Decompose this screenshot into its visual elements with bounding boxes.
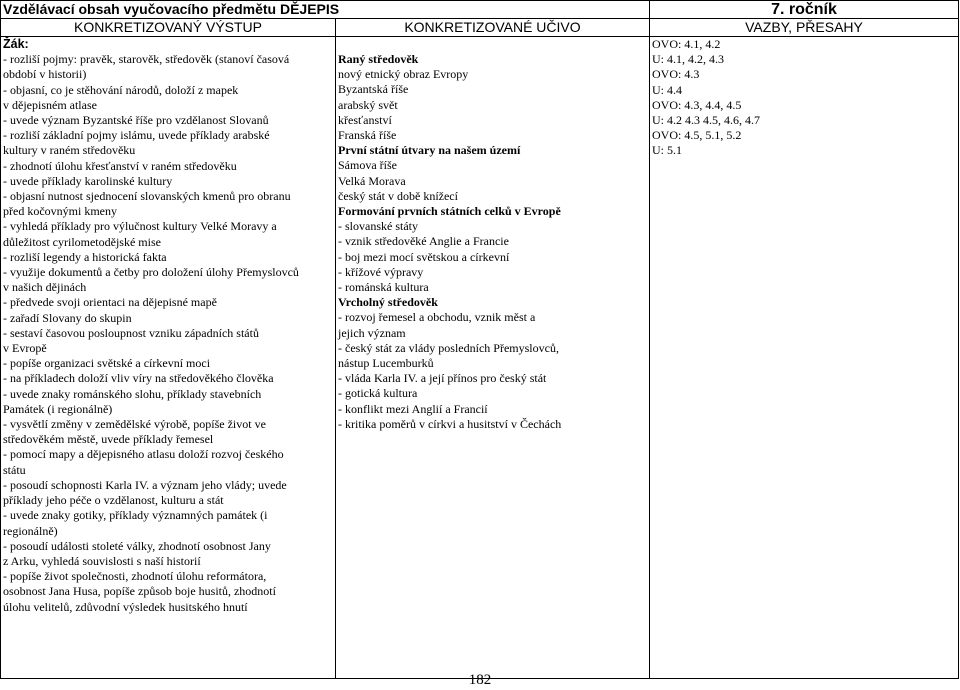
output-line: - uvede znaky gotiky, příklady významných památek (i — [3, 508, 268, 523]
curriculum-list — [338, 37, 649, 432]
student-label: Žák: — [3, 37, 29, 51]
relation-line: U: 4.2 4.3 4.5, 4.6, 4.7 — [652, 113, 760, 128]
outputs-list — [3, 52, 335, 615]
relations-list — [652, 37, 958, 159]
relation-line: U: 4.1, 4.2, 4.3 — [652, 52, 724, 67]
relation-line: U: 5.1 — [652, 143, 682, 158]
curriculum-item: - gotická kultura — [338, 386, 418, 401]
output-line: - uvede příklady karolinské kultury — [3, 173, 173, 188]
output-line: kultury v raném středověku — [3, 143, 136, 158]
curriculum-item: nový etnický obraz Evropy — [338, 67, 469, 82]
output-line: v Evropě — [3, 341, 47, 356]
output-line: z Arku, vyhledá souvislosti s naší historií — [3, 553, 201, 568]
output-line: příklady jeho péče o vzdělanost, kulturu a stát — [3, 493, 224, 508]
curriculum-heading: Raný středověk — [338, 52, 419, 66]
relation-line: OVO: 4.3, 4.4, 4.5 — [652, 97, 742, 112]
curriculum-item: Franská říše — [338, 128, 397, 143]
output-line: - předvede svoji orientaci na dějepisné mapě — [3, 295, 217, 310]
output-line: v našich dějinách — [3, 280, 87, 295]
output-line: - objasní nutnost sjednocení slovanských kmenů pro obranu — [3, 189, 291, 204]
subject-title: Vzdělávací obsah vyučovacího předmětu DĚJEPIS — [1, 1, 650, 19]
output-line: důležitost cyrilometodějské mise — [3, 234, 161, 249]
page-number: 182 — [468, 672, 492, 688]
curriculum-heading: Vrcholný středověk — [338, 295, 438, 310]
output-line: - uvede význam Byzantské říše pro vzdělanost Slovanů — [3, 113, 269, 128]
curriculum-item: arabský svět — [338, 97, 398, 112]
output-line: - rozliší základní pojmy islámu, uvede příklady arabské — [3, 128, 270, 143]
curriculum-item: jejich význam — [338, 325, 406, 340]
output-line: - zařadí Slovany do skupin — [3, 310, 132, 325]
grade-label: 7. ročník — [771, 1, 837, 18]
curriculum-item: - vznik středověké Anglie a Francie — [338, 234, 509, 249]
curriculum-item: Sámova říše — [338, 158, 397, 173]
curriculum-cell — [336, 37, 650, 679]
output-line: - objasní, co je stěhování národů, doloží z mapek — [3, 82, 239, 97]
curriculum-item: - rozvoj řemesel a obchodu, vznik měst a — [338, 310, 536, 325]
output-line: - na příkladech doloží vliv víry na středověkého člověka — [3, 371, 274, 386]
output-line: období v historii) — [3, 67, 87, 82]
curriculum-item: Velká Morava — [338, 173, 406, 188]
relation-line: OVO: 4.5, 5.1, 5.2 — [652, 128, 742, 143]
output-line: - rozliší legendy a historická fakta — [3, 249, 167, 264]
curriculum-item: - konflikt mezi Anglií a Francií — [338, 401, 488, 416]
output-line: - posoudí schopnosti Karla IV. a význam jeho vlády; uvede — [3, 477, 287, 492]
relation-line: U: 4.4 — [652, 82, 682, 97]
curriculum-item: - vláda Karla IV. a její přínos pro český stát — [338, 371, 547, 386]
output-line: - využije dokumentů a četby pro doložení úlohy Přemyslovců — [3, 265, 299, 280]
output-line: - pomocí mapy a dějepisného atlasu doloží rozvoj českého — [3, 447, 284, 462]
header-output: KONKRETIZOVANÝ VÝSTUP — [1, 19, 336, 37]
grade-title — [650, 1, 959, 19]
curriculum-item: - křížové výpravy — [338, 264, 424, 279]
curriculum-item: - slovanské státy — [338, 219, 418, 234]
output-line: v dějepisném atlase — [3, 97, 97, 112]
curriculum-item: křesťanství — [338, 112, 392, 127]
output-line: Památek (i regionálně) — [3, 401, 113, 416]
curriculum-heading: Formování prvních státních celků v Evropě — [338, 204, 561, 219]
output-line: - sestaví časovou posloupnost vzniku západních států — [3, 325, 259, 340]
header-curriculum: KONKRETIZOVANÉ UČIVO — [336, 19, 650, 37]
output-line: - vysvětlí změny v zemědělské výrobě, popíše život ve — [3, 417, 266, 432]
column-header-row — [1, 19, 959, 37]
output-line: - zhodnotí úlohu křesťanství v raném středověku — [3, 158, 237, 173]
content-row — [1, 37, 959, 679]
curriculum-item: nástup Lucemburků — [338, 356, 434, 371]
output-line: úlohu velitelů, zdůvodní výsledek husitského hnutí — [3, 599, 248, 614]
curriculum-item: Byzantská říše — [338, 82, 409, 97]
relation-line: OVO: 4.3 — [652, 67, 700, 82]
output-line: - vyhledá příklady pro výlučnost kultury Velké Moravy a — [3, 219, 277, 234]
output-line: - popíše organizaci světské a církevní moci — [3, 356, 211, 371]
output-line: - posoudí události stoleté války, zhodnotí osobnost Jany — [3, 538, 271, 553]
title-row — [1, 1, 959, 19]
output-line: středověkém městě, uvede příklady řemesel — [3, 432, 214, 447]
output-line: státu — [3, 462, 26, 477]
output-line: regionálně) — [3, 523, 58, 538]
curriculum-item: český stát v době knížecí — [338, 188, 458, 203]
output-line: osobnost Jana Husa, popíše způsob boje husitů, zhodnotí — [3, 584, 276, 599]
curriculum-item: - boj mezi mocí světskou a církevní — [338, 249, 510, 264]
header-relations: VAZBY, PŘESAHY — [650, 19, 959, 37]
output-line: - rozliší pojmy: pravěk, starověk, středověk (stanoví časová — [3, 52, 290, 67]
relation-line: OVO: 4.1, 4.2 — [652, 37, 721, 51]
outputs-cell — [1, 37, 336, 679]
output-line: - uvede znaky románského slohu, příklady stavebních — [3, 386, 262, 401]
curriculum-heading: První státní útvary na našem území — [338, 143, 521, 158]
curriculum-item: - románská kultura — [338, 280, 429, 295]
relations-cell — [650, 37, 959, 679]
output-line: před kočovnými kmeny — [3, 204, 117, 219]
output-line: - popíše život společnosti, zhodnotí úlohu reformátora, — [3, 569, 267, 584]
curriculum-item: - český stát za vlády posledních Přemyslovců, — [338, 340, 559, 355]
curriculum-item: - kritika poměrů v církvi a husitství v Čechách — [338, 416, 562, 431]
